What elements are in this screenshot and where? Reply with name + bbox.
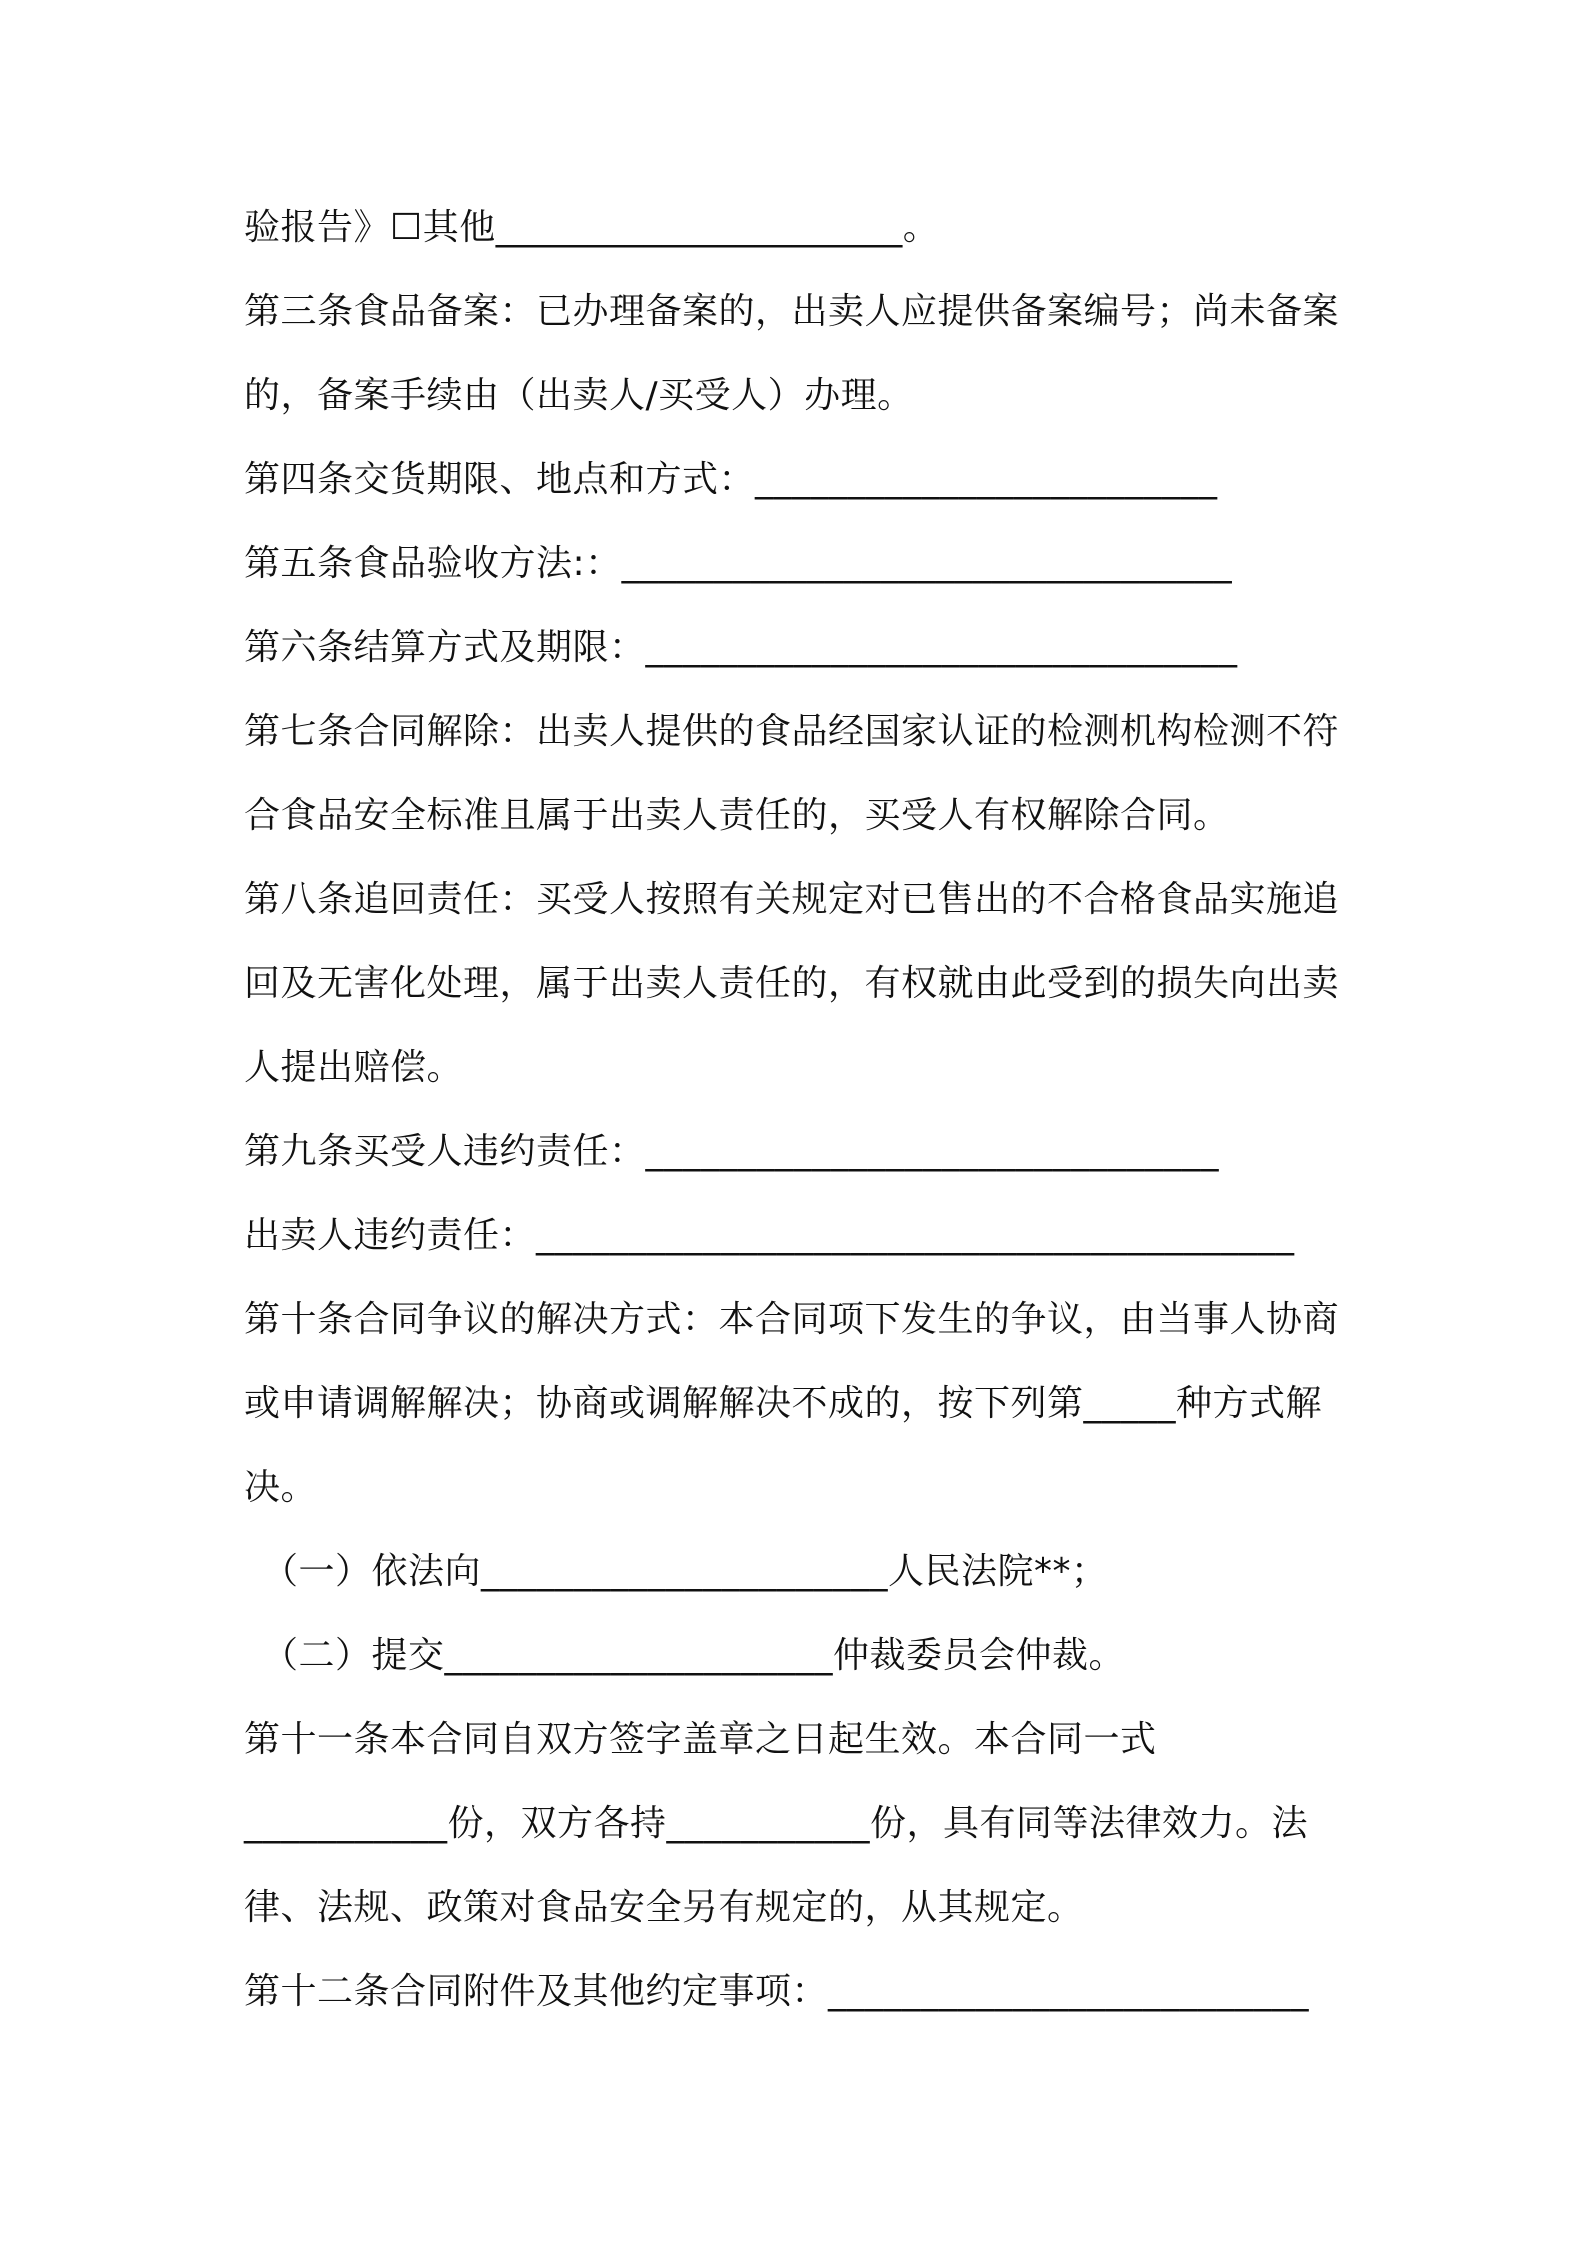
- text-line-report-other: 验报告》☐其他______________________。: [244, 207, 940, 248]
- text-line-article-7-cont: 合食品安全标准且属于出卖人责任的，买受人有权解除合同。: [244, 795, 1230, 836]
- text-line-option-1: （一）依法向______________________人民法院**；: [262, 1551, 1108, 1592]
- text-line-article-3: 第三条食品备案：已办理备案的，出卖人应提供备案编号；尚未备案: [244, 291, 1340, 332]
- text-line-article-4: 第四条交货期限、地点和方式：_________________________: [244, 459, 1218, 500]
- text-line-article-7: 第七条合同解除：出卖人提供的食品经国家认证的检测机构检测不符: [244, 711, 1340, 752]
- text-line-option-2: （二）提交_____________________仲裁委员会仲裁。: [262, 1635, 1126, 1676]
- text-line-seller-liability: 出卖人违约责任：_________________________________________: [244, 1215, 1295, 1256]
- text-line-article-11-end: 律、法规、政策对食品安全另有规定的，从其规定。: [244, 1887, 1084, 1928]
- text-line-article-3-cont: 的，备案手续由（出卖人/买受人）办理。: [244, 375, 914, 416]
- text-line-article-10: 第十条合同争议的解决方式：本合同项下发生的争议，由当事人协商: [244, 1299, 1340, 1340]
- text-line-article-10-cont: 或申请调解解决；协商或调解解决不成的，按下列第_____种方式解: [244, 1383, 1323, 1424]
- text-line-article-8: 第八条追回责任：买受人按照有关规定对已售出的不合格食品实施追: [244, 879, 1340, 920]
- text-line-article-5: 第五条食品验收方法:：_________________________________: [244, 543, 1233, 584]
- text-line-article-12: 第十二条合同附件及其他约定事项：__________________________: [244, 1971, 1310, 2012]
- text-line-article-10-end: 决。: [244, 1467, 318, 1508]
- text-line-article-11-cont: ___________份，双方各持___________份，具有同等法律效力。法: [244, 1803, 1309, 1844]
- text-line-article-8-cont: 回及无害化处理，属于出卖人责任的，有权就由此受到的损失向出卖: [244, 963, 1340, 1004]
- text-line-article-6: 第六条结算方式及期限：________________________________: [244, 627, 1238, 668]
- text-line-article-9: 第九条买受人违约责任：_______________________________: [244, 1131, 1220, 1172]
- text-line-article-11: 第十一条本合同自双方签字盖章之日起生效。本合同一式: [244, 1719, 1157, 1760]
- text-line-article-8-end: 人提出赔偿。: [244, 1047, 464, 1088]
